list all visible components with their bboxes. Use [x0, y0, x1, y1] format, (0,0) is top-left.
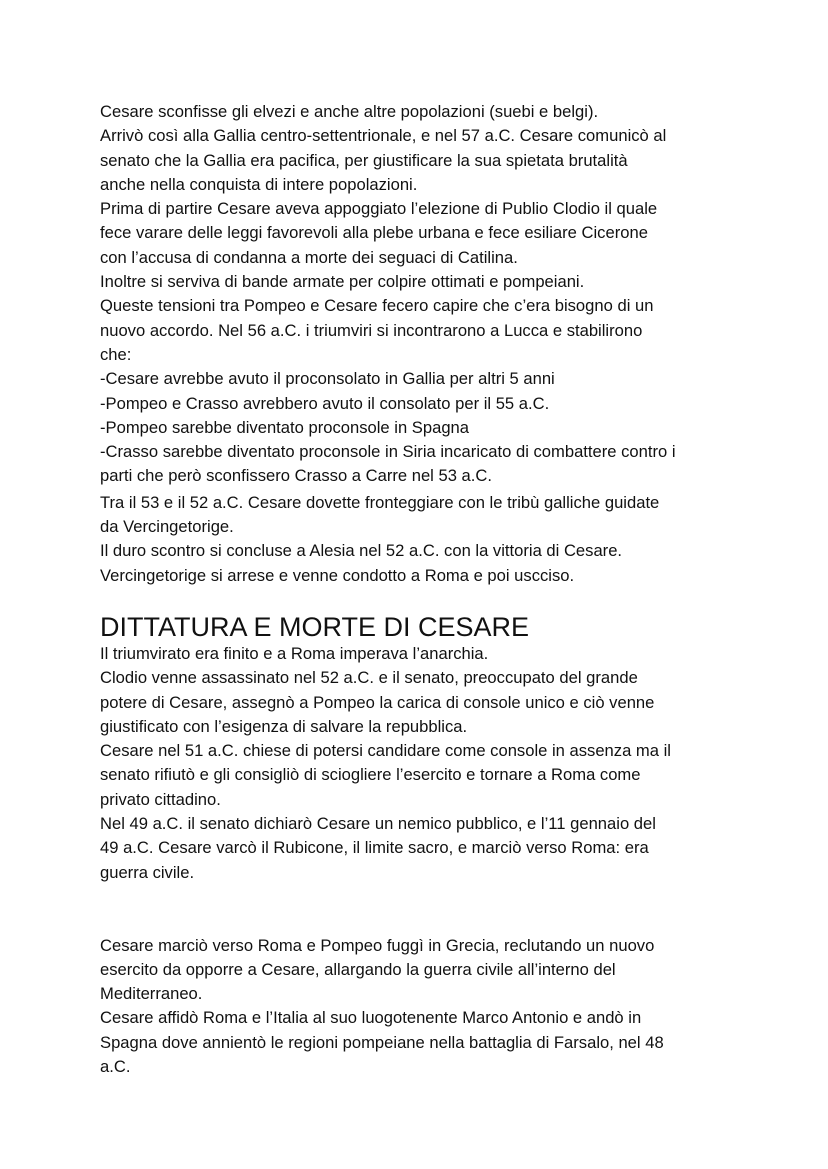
- text-line: parti che però sconfissero Crasso a Carre nel 53 a.C.: [100, 466, 492, 486]
- text-line: Il triumvirato era finito e a Roma imperava l’anarchia.: [100, 643, 489, 663]
- text-line: Il duro scontro si concluse a Alesia nel 52 a.C. con la vittoria di Cesare.: [100, 541, 623, 561]
- text-line: Queste tensioni tra Pompeo e Cesare fecero capire che c’era bisogno di un: [100, 296, 654, 316]
- text-line: -Cesare avrebbe avuto il proconsolato in Gallia per altri 5 anni: [100, 369, 555, 389]
- text-line: Vercingetorige si arrese e venne condotto a Roma e poi uscciso.: [100, 565, 575, 585]
- text-line: 49 a.C. Cesare varcò il Rubicone, il limite sacro, e marciò verso Roma: era: [100, 838, 649, 858]
- text-line: Prima di partire Cesare aveva appoggiato l’elezione di Publio Clodio il quale: [100, 199, 658, 219]
- section-heading: DITTATURA E MORTE DI CESARE: [100, 611, 530, 642]
- text-line: Mediterraneo.: [100, 984, 203, 1004]
- text-line: esercito da opporre a Cesare, allargando la guerra civile all’interno del: [100, 959, 616, 979]
- text-line: senato che la Gallia era pacifica, per giustificare la sua spietata brutalità: [100, 150, 628, 170]
- text-line: privato cittadino.: [100, 789, 221, 809]
- text-line: Cesare sconfisse gli elvezi e anche altre popolazioni (suebi e belgi).: [100, 102, 599, 121]
- text-line: senato rifiutò e gli consigliò di sciogliere l’esercito e tornare a Roma come: [100, 765, 641, 785]
- text-line: che:: [100, 344, 132, 364]
- text-line: a.C.: [100, 1056, 131, 1076]
- text-line: fece varare delle leggi favorevoli alla plebe urbana e fece esiliare Cicerone: [100, 223, 648, 243]
- section-gallic-war: [100, 100, 740, 489]
- text-line: guerra civile.: [100, 862, 195, 882]
- text-line: giustificato con l’esigenza di salvare la repubblica.: [100, 716, 468, 736]
- section-civil-war: [100, 934, 740, 1080]
- text-line: Spagna dove annientò le regioni pompeiane nella battaglia di Farsalo, nel 48: [100, 1032, 664, 1052]
- section-dictatorship: [100, 642, 740, 885]
- text-line: -Pompeo sarebbe diventato proconsole in Spagna: [100, 417, 470, 437]
- document-page: [100, 100, 740, 1079]
- text-line: Nel 49 a.C. il senato dichiarò Cesare un nemico pubblico, e l’11 gennaio del: [100, 814, 656, 834]
- text-line: -Crasso sarebbe diventato proconsole in Siria incaricato di combattere contro i: [100, 442, 676, 462]
- text-line: -Pompeo e Crasso avrebbero avuto il consolato per il 55 a.C.: [100, 393, 550, 413]
- text-line: anche nella conquista di intere popolazioni.: [100, 174, 418, 194]
- text-line: nuovo accordo. Nel 56 a.C. i triumviri si incontrarono a Lucca e stabilirono: [100, 320, 643, 340]
- text-line: Cesare affidò Roma e l’Italia al suo luogotenente Marco Antonio e andò in: [100, 1008, 642, 1028]
- text-line: Clodio venne assassinato nel 52 a.C. e il senato, preoccupato del grande: [100, 668, 638, 688]
- text-line: Cesare marciò verso Roma e Pompeo fuggì in Grecia, reclutando un nuovo: [100, 935, 655, 955]
- text-line: Inoltre si serviva di bande armate per colpire ottimati e pompeiani.: [100, 272, 585, 292]
- text-line: Tra il 53 e il 52 a.C. Cesare dovette fronteggiare con le tribù galliche guidate: [100, 492, 660, 512]
- text-line: con l’accusa di condanna a morte dei seguaci di Catilina.: [100, 247, 518, 267]
- section-gallic-war-end: [100, 491, 740, 588]
- text-line: potere di Cesare, assegnò a Pompeo la carica di console unico e ciò venne: [100, 692, 655, 712]
- text-line: Cesare nel 51 a.C. chiese di potersi candidare come console in assenza ma il: [100, 741, 671, 761]
- text-line: Arrivò così alla Gallia centro-settentrionale, e nel 57 a.C. Cesare comunicò al: [100, 126, 667, 146]
- text-line: da Vercingetorige.: [100, 517, 234, 537]
